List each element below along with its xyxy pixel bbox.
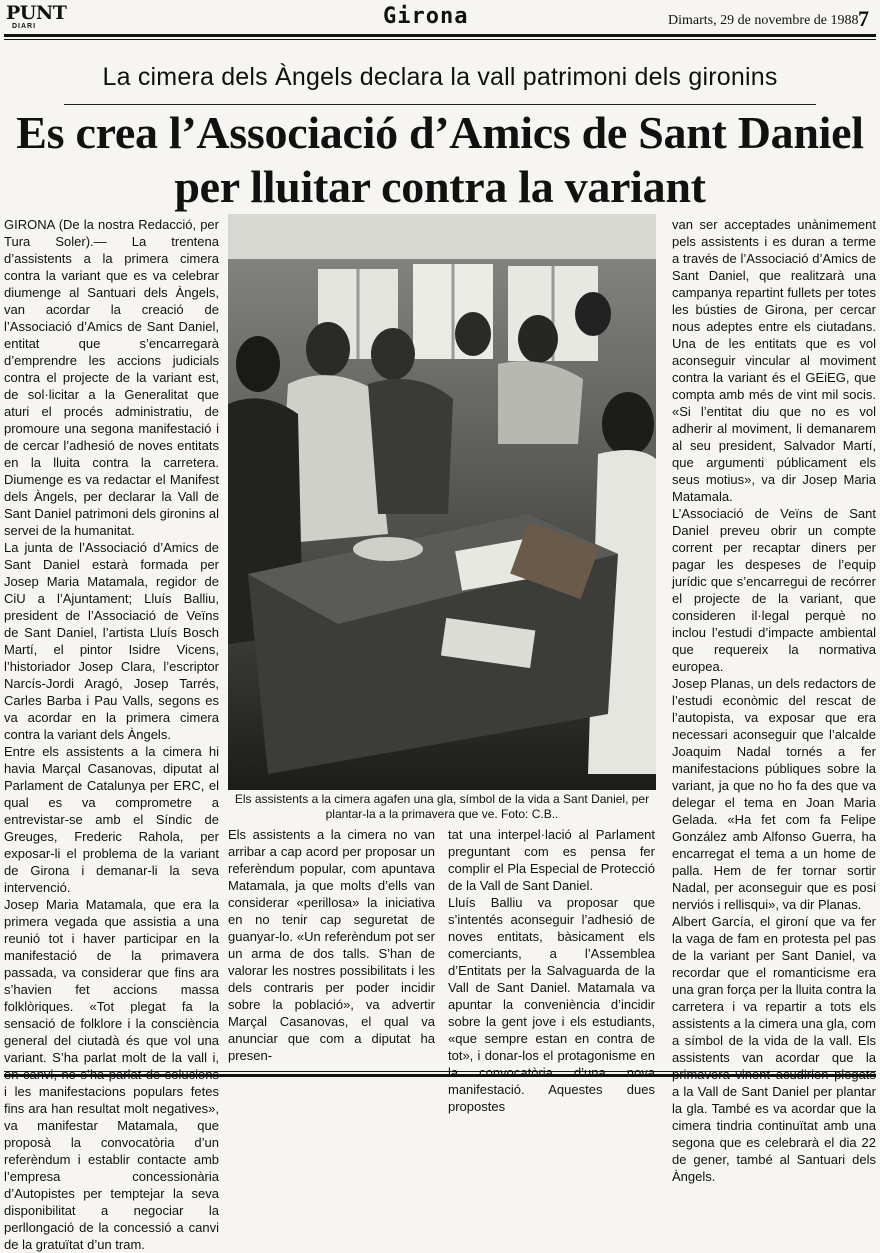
page-number: 7 [858,6,869,31]
photo-caption: Els assistents a la cimera agafen una gla, símbol de la vida a Sant Daniel, per plantar-la a la primavera que ve. Foto: C.B.. [234,792,650,821]
kicker-rule [64,104,816,105]
photo-image [228,214,656,790]
column-1 [4,216,219,1253]
paragraph: Els assistents a la cimera no van arribar a cap acord per proposar un referèndum popular, com apuntava Matamala, ja que molts d’ells van considerar «perillosa» la iniciativa en no tenir cap seguretat de guanyar-lo. «Un referèndum pot ser un arma de dos talls. S’han de valorar les nostres possibilitats i les dels contraris per poder incidir sobre la població», va advertir Marçal Casanovas, el qual va anunciar que com a diputat ha presen- [228,827,435,1063]
section-title: Girona [383,4,469,29]
logo-text: PUNT [6,2,67,24]
paragraph: Entre els assistents a la cimera hi havia Marçal Casanovas, diputat al Parlament de Catalunya per ERC, el qual es va comprometre a entrevistar-se amb el Síndic de Greuges, Frederic Rahola, per exposar-li el problema de la variant de Girona i demanar-li la seva intervenció. [4,744,219,895]
paragraph: Josep Maria Matamala, que era la primera vegada que assistia a una reunió tot i haver participar en la manifestació de la primavera passada, va considerar que fins ara s’havien fet accions massa folklòriques. «Tot plegat fa la sensació de folklore i la consciència general del ciutadà és que vol una variant. S’ha parlat molt de la vall i, en canvi, no s’ha parlat de solucions i les manifestacions populars fetes fins ara han resultat molt negatives», va manifestar Matamala, que proposà la convocatòria d’un referèndum i establir contacte amb l’empresa concessionària d’Autopistes per temptejar la seva disponibilitat a negociar la perllongació de la concessió a canvi de la gratuïtat d’un tram. [4,897,219,1252]
column-4 [672,216,876,1185]
article-headline [0,106,880,214]
header-rule [4,34,876,40]
masthead [0,0,880,40]
paragraph: Josep Planas, un dels redactors de l’estudi econòmic del rescat de l’autopista, va exposar que era necessari aconseguir que l’alcalde Joaquim Nadal tornés a fer manifestacions públiques sobre la variant, ja que no ho fa des que va delegar el tema en Joan Maria Gelada. «Ha fet com fa Felipe González amb Alfonso Guerra, ha encarregat el tema a un home de palla. Hem de fer tornar sortir Nadal, per aconseguir que es posi nerviós i rellisqui», va dir Planas. [672,676,876,912]
headline-text: Es crea l’Associació d’Amics de Sant Daniel per lluitar contra la variant [16,107,864,212]
paragraph: van ser acceptades unànimement pels assistents i es duran a terme a través de l’Associació d’Amics de Sant Daniel, que realitzarà una campanya repartint fullets per totes les bústies de Girona, per cercar nous adeptes entre els ciutadans. Una de les entitats que es vol aconseguir vincular al moviment contra la variant és el GEiEG, que compta amb més de vint mil socis. «Si l’entitat diu que no es vol adherir al moviment, li demanarem al seu president, Salvador Martí, que argumenti públicament els seus motius», va dir Josep Maria Matamala. [672,217,876,504]
issue-date: Dimarts, 29 de novembre de 1988 [668,13,859,28]
paragraph: L’Associació de Veïns de Sant Daniel preveu obrir un compte corrent per recaptar diners per pagar les despeses de l’equip jurídic que s’encarregui de recórrer el projecte de la variant, que consideren il·legal perquè no inclou l’estudi d’impacte ambiental que requereix la normativa europea. [672,506,876,674]
article-kicker: La cimera dels Àngels declara la vall patrimoni dels gironins [102,63,778,91]
paragraph: Albert García, el gironí que va fer la vaga de fam en protesta pel pas de la variant per Sant Daniel, va recordar que el romanticisme era una gran força per la lluita contra la carretera i va repartir a tots els assistents a la cimera una gla, com a símbol de la vida de la vall. Els assistents van acordar que la primavera vinent acudirien plegats a la Vall de Sant Daniel per plantar la gla. També es va acordar que la cimera tindria continuïtat amb una segona que es celebrarà el dia 22 de gener, també al Santuari dels Àngels. [672,914,876,1184]
footer-rule [4,1071,876,1077]
logo-subtext: DIARI [12,23,37,30]
newspaper-logo [6,4,66,30]
paragraph: Lluís Balliu va proposar que s’intentés aconseguir l’adhesió de noves entitats, bàsicament els comerciants, a l’Assemblea d’Entitats per la Salvaguarda de la Vall de Sant Daniel. Matamala va apuntar la conveniència d’incidir sobre la gent jove i els estudiants, «que sempre estan en contra de tot», i donar-los el protagonisme en la convocatòria d’una nova manifestació. Aquestes dues propostes [448,895,655,1114]
column-2 [228,826,435,1064]
paragraph: La junta de l’Associació d’Amics de Sant Daniel estarà formada per Josep Maria Matamala, regidor de CiU a l’Ajuntament; Lluís Balliu, president de l’Associació de Veïns de Sant Daniel, l’artista Lluís Bosch Martí, el pintor Isidre Vicens, l’historiador Josep Clara, l’escriptor Narcís-Jordi Aragó, Josep Tarrés, Carles Barba i Pau Valls, segons es va acordar en la primera cimera contra la variant dels Àngels. [4,540,219,742]
news-photo [228,214,656,790]
paragraph: GIRONA (De la nostra Redacció, per Tura Soler).— La trentena d’assistents a la primera cimera contra la variant que es va celebrar diumenge al Santuari dels Àngels, van acordar la creació de l’Associació d’Amics de Sant Daniel, entitat que s’encarregarà d’emprendre les accions judicials contra el projecte de la variant est, de sol·licitar a la Generalitat que aturi el procés administratiu, de promoure una segona manifestació i de cercar l’adhesió de noves entitats en la lluita contra la carretera. Diumenge es va redactar el Manifest dels Àngels, per declarar la Vall de Sant Daniel patrimoni dels gironins al servei de la humanitat. [4,217,219,538]
paragraph: tat una interpel·lació al Parlament preguntant com es pensa fer complir el Pla Especial de Protecció de la Vall de Sant Daniel. [448,827,655,893]
